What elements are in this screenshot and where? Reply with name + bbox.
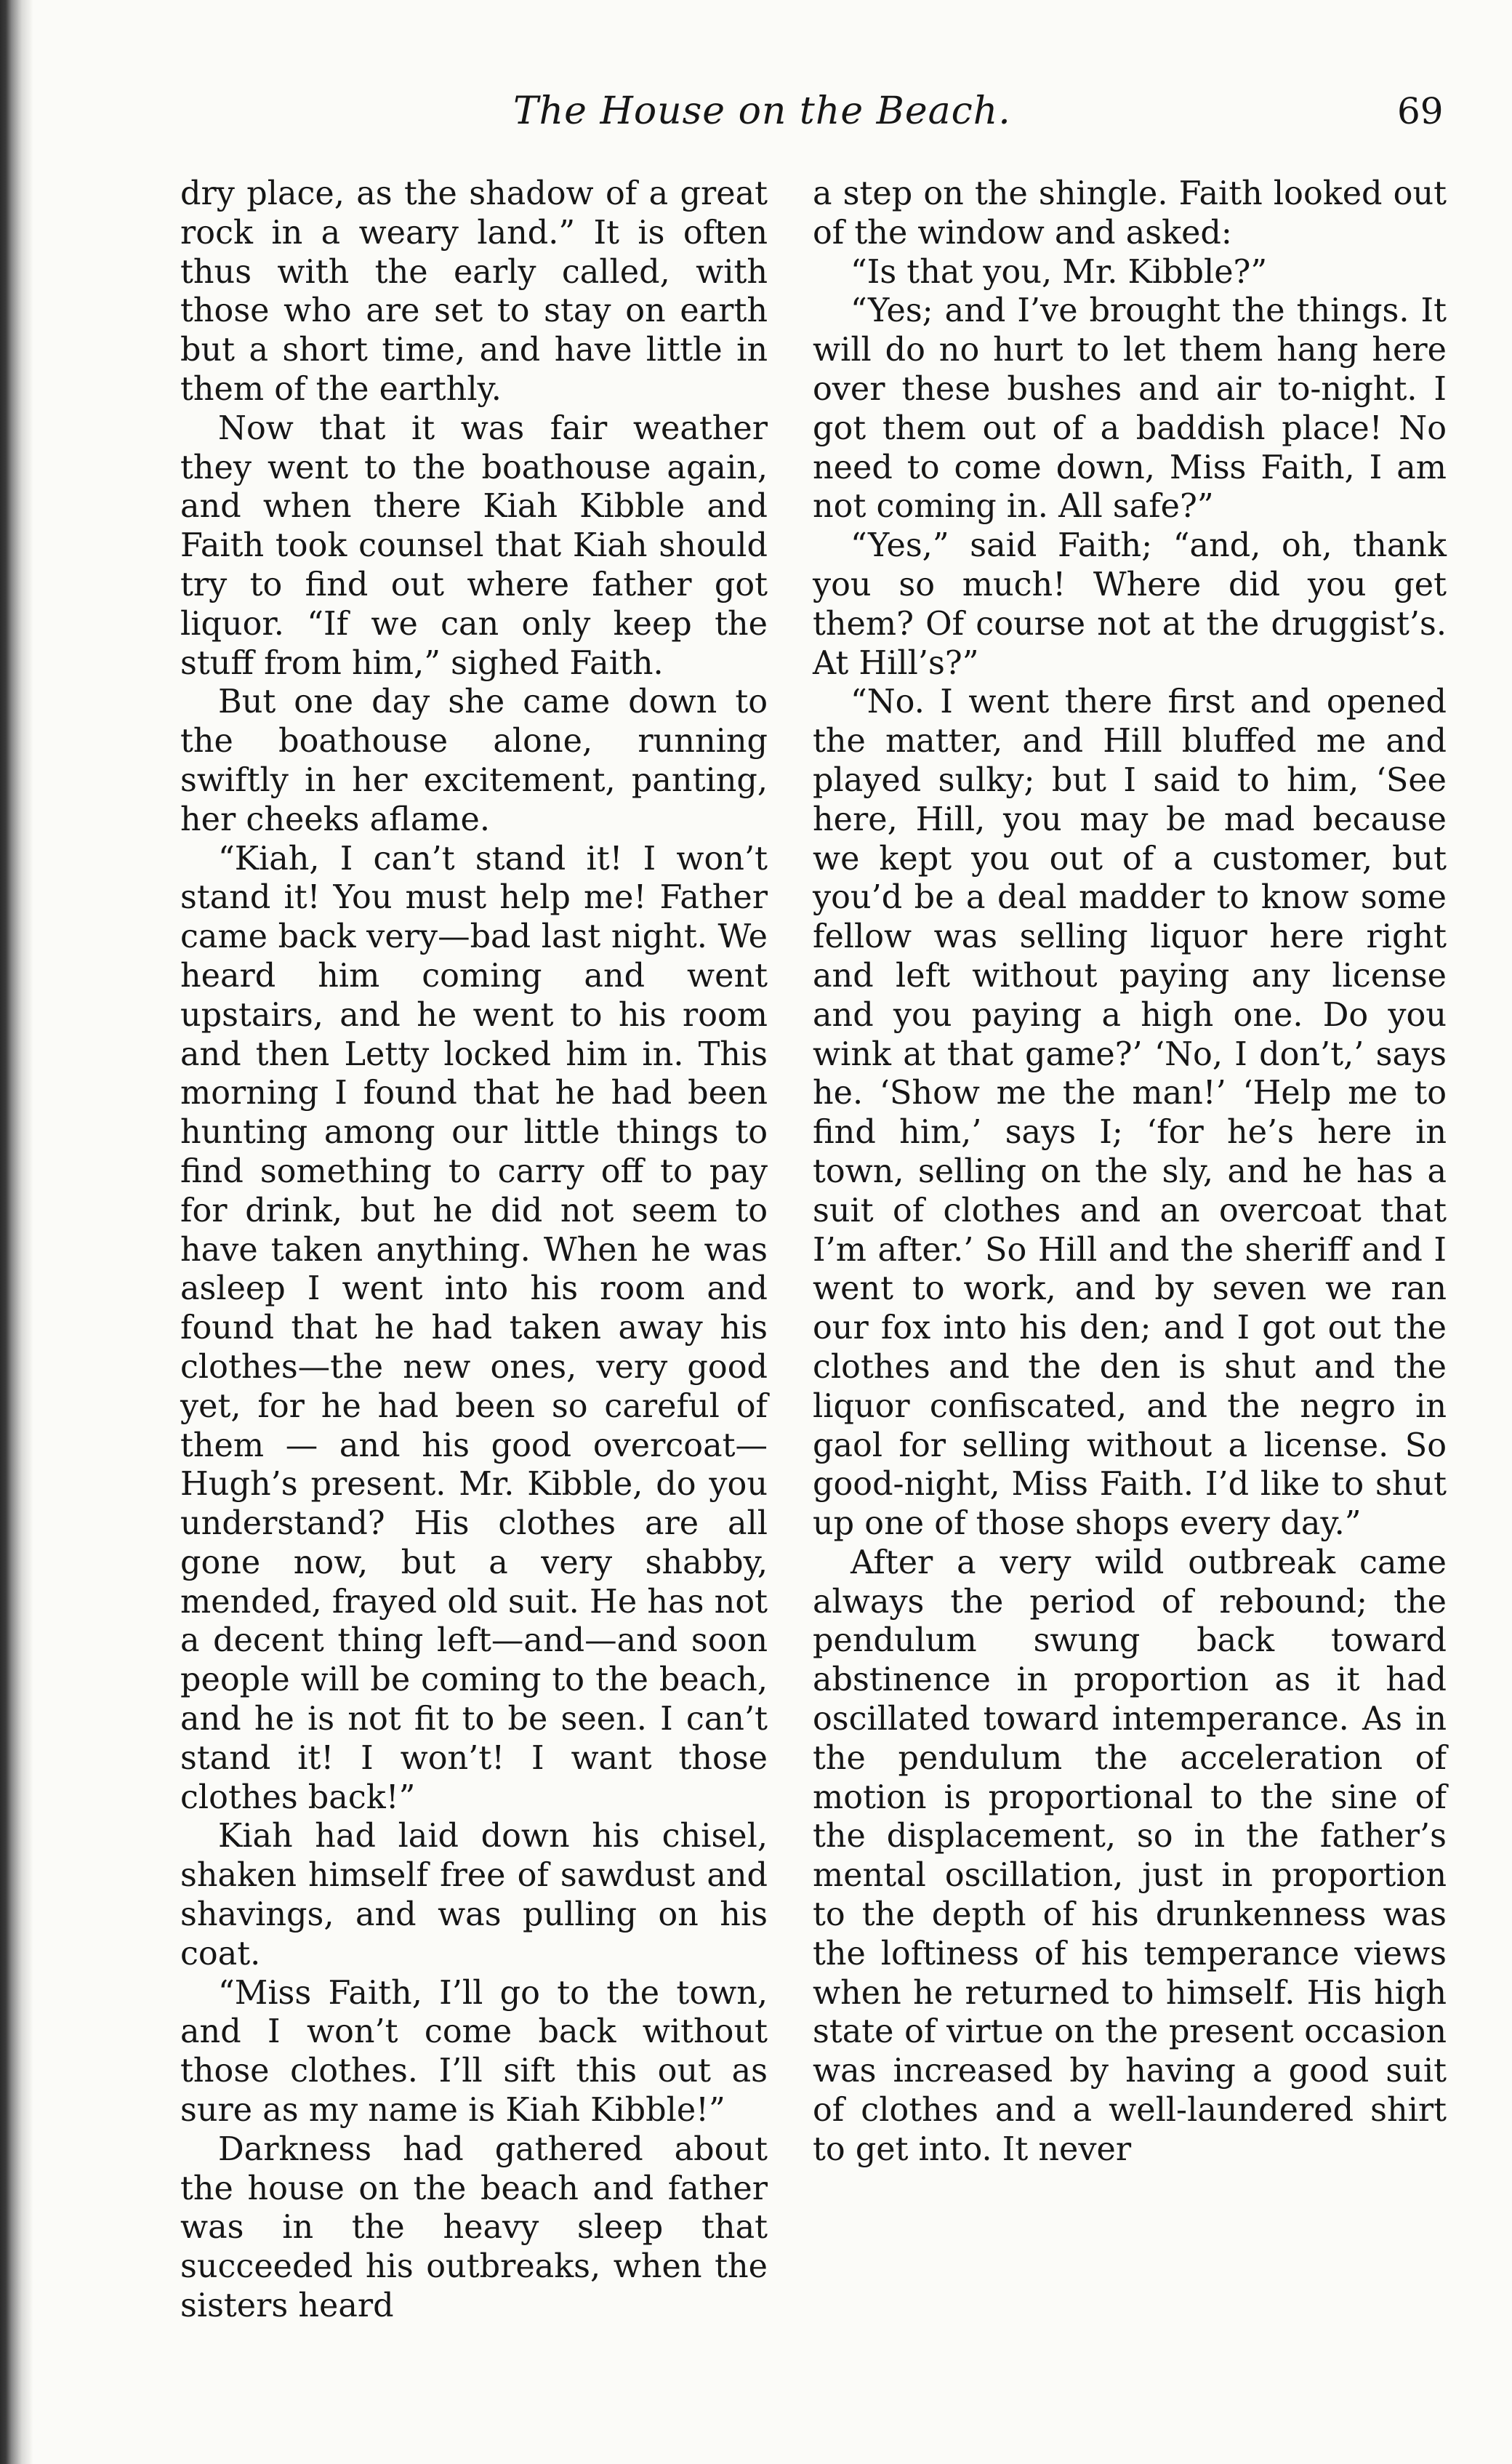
right-column xyxy=(813,174,1447,2170)
running-title: The House on the Beach. xyxy=(513,89,1011,133)
paragraph: Kiah had laid down his chisel, shaken himself free of sawdust and shavings, and was pulling on his coat. xyxy=(180,1818,768,1973)
page-number: 69 xyxy=(1397,90,1444,132)
paragraph: Now that it was fair weather they went to the boathouse again, and when there Kiah Kibble and Faith took counsel that Kiah should try to find out where father got liquor. “If we can only keep the stuff from him,” sighed Faith. xyxy=(180,409,768,682)
paragraph: dry place, as the shadow of a great rock in a weary land.” It is often thus with the early called, with those who are set to stay on earth but a short time, and have little in them of the earthly. xyxy=(180,175,768,408)
paragraph: “No. I went there first and opened the matter, and Hill bluffed me and played sulky; but I said to him, ‘See here, Hill, you may be mad because we kept you out of a customer, but you’d be a deal madder to know some fellow was selling liquor here right and left without paying any license and you paying a high one. Do you wink at that game?’ ‘No, I don’t,’ says he. ‘Show me the man!’ ‘Help me to find him,’ says I; ‘for he’s here in town, selling on the sly, and he has a suit of clothes and an overcoat that I’m after.’ So Hill and the sheriff and I went to work, and by seven we ran our fox into his den; and I got out the clothes and the den is shut and the liquor confiscated, and the negro in gaol for selling without a license. So good-night, Miss Faith. I’d like to shut up one of those shops every day.” xyxy=(813,683,1447,1543)
paragraph: After a very wild outbreak came always the period of rebound; the pendulum swung back toward abstinence in proportion as it had oscillated toward intemperance. As in the pendulum the acceleration of motion is proportional to the sine of the displacement, so in the father’s mental oscillation, just in proportion to the depth of his drunkenness was the loftiness of his temperance views when he returned to himself. His high state of virtue on the present occasion was increased by having a good suit of clothes and a well-laundered shirt to get into. It never xyxy=(813,1544,1447,2168)
paragraph: “Is that you, Mr. Kibble?” xyxy=(850,253,1268,291)
paragraph: Darkness had gathered about the house on the beach and father was in the heavy sleep that succeeded his outbreaks, when the sisters heard xyxy=(180,2130,768,2325)
book-spine-edge xyxy=(0,0,33,2464)
paragraph: “Kiah, I can’t stand it! I won’t stand it! You must help me! Father came back very—bad last night. We heard him coming and went upstairs, and he went to his room and then Letty locked him in. This morning I found that he had been hunting among our little things to find something to carry off to pay for drink, but he did not seem to have taken anything. When he was asleep I went into his room and found that he had taken away his clothes—the new ones, very good yet, for he had been so careful of them — and his good overcoat—Hugh’s present. Mr. Kibble, do you understand? His clothes are all gone now, but a very shabby, mended, frayed old suit. He has not a decent thing left—and—and soon people will be coming to the beach, and he is not fit to be seen. I can’t stand it! I won’t! I want those clothes back!” xyxy=(180,840,768,1816)
left-column xyxy=(180,174,768,2326)
paragraph: “Yes; and I’ve brought the things. It will do no hurt to let them hang here over these bushes and air to-night. I got them out of a baddish place! No need to come down, Miss Faith, I am not coming in. All safe?” xyxy=(813,292,1447,526)
paragraph: a step on the shingle. Faith looked out of the window and asked: xyxy=(813,175,1447,252)
paragraph: “Yes,” said Faith; “and, oh, thank you so much! Where did you get them? Of course not at the druggist’s. At Hill’s?” xyxy=(813,527,1447,682)
paragraph: “Miss Faith, I’ll go to the town, and I won’t come back without those clothes. I’ll sift this out as sure as my name is Kiah Kibble!” xyxy=(180,1974,768,2130)
paragraph: But one day she came down to the boathouse alone, running swiftly in her excitement, panting, her cheeks aflame. xyxy=(180,683,768,838)
page-header xyxy=(0,86,1512,137)
